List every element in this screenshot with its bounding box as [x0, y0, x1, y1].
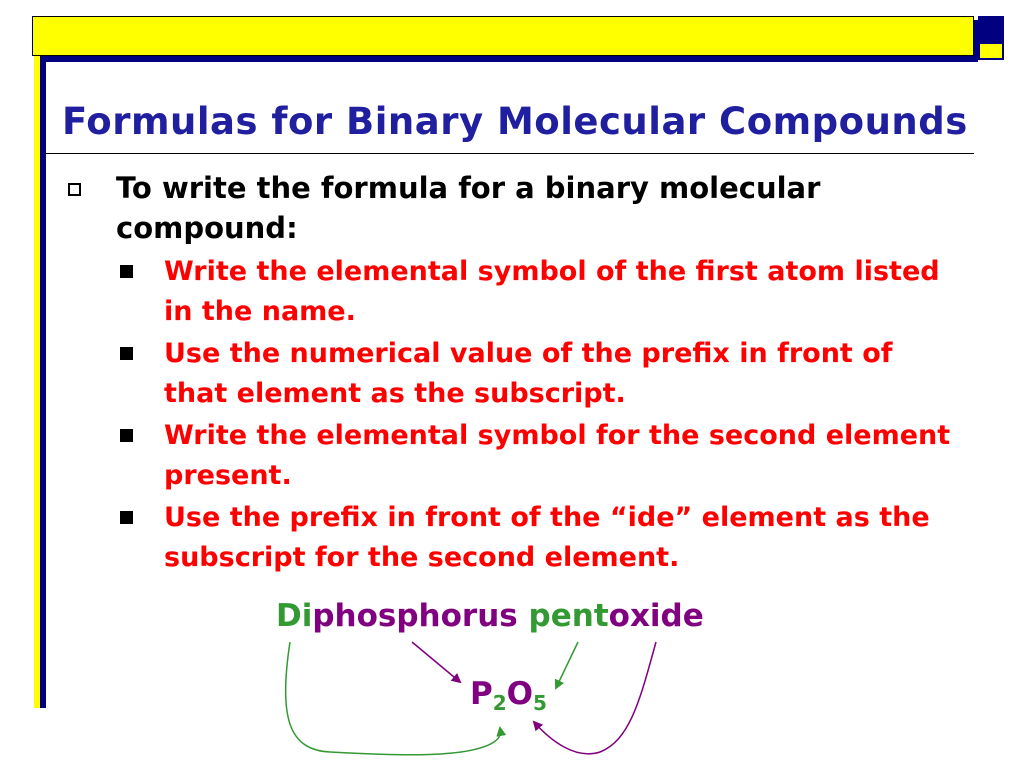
prefix-pent: pent — [528, 598, 609, 634]
arrow-phosphorus-to-p — [412, 642, 460, 682]
element-phosphorus: phosphorus — [312, 598, 518, 634]
slide-title: Formulas for Binary Molecular Compounds — [62, 100, 968, 143]
sub-bullet-text: Use the prefix in front of the “ide” element as the subscript for the second element. — [164, 502, 930, 573]
sub-bullet-text: Write the elemental symbol of the first atom listed in the name. — [164, 256, 940, 327]
formula-element-2: O — [506, 676, 534, 712]
sub-bullet-text: Write the elemental symbol for the second element present. — [164, 420, 951, 491]
prefix-di: Di — [276, 598, 313, 634]
sub-bullet-text: Use the numerical value of the prefix in front of that element as the subscript. — [164, 338, 893, 409]
arrow-oxide-to-o — [534, 642, 656, 754]
formula-subscript-2: 5 — [533, 691, 547, 715]
element-oxide: oxide — [608, 598, 704, 634]
arrow-pent-to-subscript-5 — [556, 642, 578, 688]
arrow-di-to-subscript-2 — [286, 642, 501, 755]
formula-element-1: P — [470, 676, 493, 712]
formula-subscript-1: 2 — [492, 691, 507, 715]
main-bullet-text: To write the formula for a binary molecular compound: — [116, 171, 821, 245]
